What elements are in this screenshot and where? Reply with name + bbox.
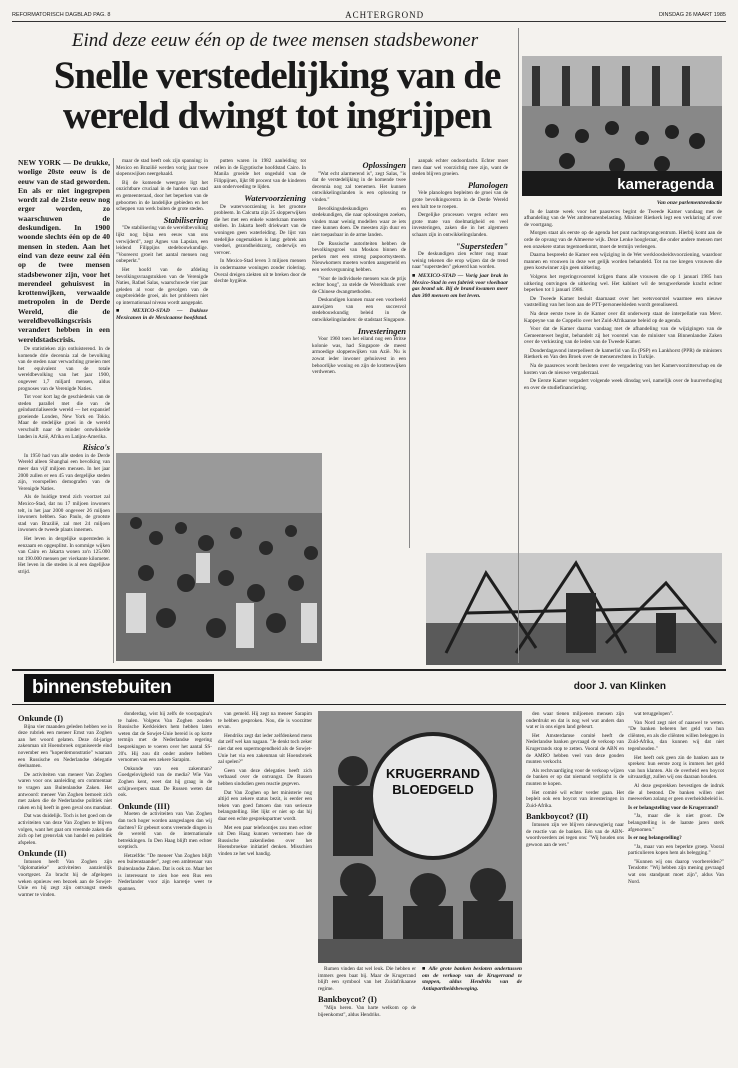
column-paragraph: Het heeft ook geen zin de banken aan te spreken: hun eerste zorg is immers het geld van hun klanten. Als de overheid een boycot uitvaardigt, zullen wij ons daaraan houden. — [628, 754, 724, 781]
article-column-2 — [116, 158, 208, 448]
column-divider — [113, 158, 114, 663]
article-paragraph: "De stabilisering van de wereldbevolking lijkt nog bijna een eeuw van ons verwijderd", zegt Agnes van Lapsian, een leidend Filippijns stedebouwkundige. "Vooreerst groeit het aantal mensen nog onbeperkt." — [116, 225, 208, 265]
subhead-onkunde-3: Onkunde (III) — [118, 800, 170, 811]
article-paragraph: Na de paasreces wordt besloten over de vergadering van het Kamervoorzitterschap en de kosten van de nieuwe vergaderzaal. — [524, 363, 722, 376]
article-paragraph: Daarna bespreekt de Kamer een wijziging in de Wet werkloosheidsvoorziening, waardoor mannen en vrouwen in deze wet gelijk worden behandeld. Tot nu toe kregen vrouwen die geen kostwinner zijn geen uitkering. — [524, 252, 722, 272]
column-lower-3 — [218, 711, 312, 1056]
masthead — [12, 8, 726, 22]
sign-text-1: KRUGERRAND — [386, 766, 480, 781]
masthead-section: ACHTERGROND — [345, 9, 425, 20]
column-paragraph: Als rechtvaardiging voor de verkoop wijzen de banken er op dat niemand verplicht is de munten te kopen. — [526, 767, 624, 787]
article-paragraph: De statistieken zijn ontluisterend. In de komende drie decennia zal de bevolking van de steden naar verwachting groeien met het equivalent van de totale wereldbevolking van het jaar 1900, ongeveer 1,7 miljard mensen, aldus prognoses van de Verenigde Naties. — [18, 345, 110, 392]
column-paragraph: "Mijn heren. Van harte welkom op de bijeenkomst", aldus Hendriks. — [318, 1004, 416, 1018]
article-paragraph: putten waren in 1982 aanleiding tot rellen in de Egyptische hoofdstad Cairo. In Manila groeide het ongeduld van de Filippijnen, lijkt 80 procent van de kinderen aan ondervoeding te lijden. — [214, 158, 306, 191]
kameragenda-text — [524, 200, 722, 545]
interview-question: Is er belangstelling voor de Krugerrand? — [628, 804, 719, 811]
column-lower-1 — [18, 711, 112, 1056]
photo-caption-block — [422, 966, 522, 1056]
photo-caption: ■ Alle grote banken besloten ondertussen om de verkoop van de Krugerrand te stoppen, aldus Hendriks van de Antiapartheidsbeweging. — [422, 966, 522, 992]
column-divider — [409, 158, 410, 548]
column-paragraph: Intussen zijn we blijven nieuwsgierig naar de reactie van de banken. Eén van de ABN-woordvoerders zei tegen ons: "Wij houden ons gewoon aan de wet." — [526, 821, 624, 848]
column-lower-2 — [118, 711, 212, 1056]
article-paragraph: De watervoorziening is het grootste probleem. In Calcutta zijn 25 slopperwijken die het met een enkele waterkraan moeten stellen. In Jakarta heeft driekwart van de woningen geen waterleiding. De lijst van stedelijke ongemakken is lang: gebrek aan voedsel, gezondheidszorg, onderwijs en vervoer. — [214, 203, 306, 256]
column-paragraph: van gemeld. Hij zegt na meneer Sarapim te hebben gesproken. Nou, die is voorzitter ervan. — [218, 711, 312, 731]
article-paragraph: "Voor de individuele mensen was de prijs echter hoog", zo stelde de Wereldbank over de Chinese dwangmethoden. — [312, 275, 406, 295]
article-lead: NEW YORK — De drukke, woelige 20ste eeuw is de eeuw van de stad geworden. En als er niet ingegrepen wordt zal de 21ste eeuw nog erger worden, zo waarschuwen de deskundigen. In 1900 woonde slechts één op de 40 mensen in steden. Aan het eind van deze eeuw zal één op de twee mensen stadsbewoner zijn, voor het merendeel gehuisvest in krottenwijken, verwaalde metropolen in de Derde Wereld, die de wereldbevolkingscrisis verandert hebben in een wereldstadscrisis. — [18, 158, 110, 344]
subhead-planologen: Planologen — [467, 179, 508, 190]
column-paragraph: Bijna vier maanden geleden hebben we in deze rubriek een meneer Ernst van Zoghen aan het woord gelaten. Deze 44-jarige zakenman uit Hoensbroek organiseerde eind november een "koperdemonstratie" waaraan een Russische en Nederlandse delegatie deelnamen. — [18, 723, 112, 770]
subhead-investeringen: Investeringen — [357, 325, 406, 336]
ruins-photo — [426, 553, 722, 665]
column-paragraph: Moeten de activiteiten van Van Zoghen dan toch hoger worden aangeslagen dan wij dachten? Er gebeurt soms vreemde dingen in de wereld van de internationale betrekkingen. In Den Haag blijft men echter sceptisch. — [118, 811, 212, 851]
article-column-5 — [412, 158, 508, 553]
article-kicker: Eind deze eeuw één op de twee mensen stadsbewoner — [71, 30, 479, 51]
newspaper-page — [12, 8, 726, 1060]
subhead-onkunde-1: Onkunde (I) — [18, 713, 64, 723]
subhead-stabilisering: Stabilisering — [163, 214, 208, 225]
photo-caption: ■ MEXICO-STAD — Dakloze Mexicanen in de Mexicaanse hoofdstad. — [116, 308, 208, 322]
kameragenda-tag: kameragenda — [617, 176, 714, 193]
article-paragraph: Voor 1960 toen het eiland nog een Britse kolonie was, had Singapore de meest armoedige sloppenwijken van Azië. Nu is zowat ieder inwoner gehuisvest in een behoorlijke woning en zijn de krottenwijken verdwenen. — [312, 336, 406, 376]
article-paragraph: Tot voor kort lag de geschiedenis van de steden parallel met die van de geïndustrialiseerde wereld — het expansief groeiende Londen, New York en Tokio. Maar de stedelijke groei in de wereld verschuift naar de minder ontwikkelde landen in Azië, Afrika en Latijns-Amerika. — [18, 394, 110, 440]
article-paragraph: Deskundigen kunnen maar een voorbeeld aanwijzen van een succesvol stedebouwkundig beleid in de ontwikkelingslanden: de stadstaat Singapore. — [312, 297, 406, 324]
article-paragraph: In de laatste week voor het paasreces begint de Tweede Kamer vandaag met de afhandeling van de Wet ambtenarenbelasting. Minister Rietkerk legt een verklaring af over de voortgang. — [524, 208, 722, 228]
article-paragraph: Bij de komende weergave ligt het onzichtbare cruciaal in de handen van stad en gemeenteraad, door het beperken van de geboorten in de landelijke gebieden en het scheppen van werk buiten de grote steden. — [116, 179, 208, 213]
article-paragraph: De Russische autoriteiten hebben de bevolkingsgroei van Moskou binnen de perken met een streng paspoortsysteem. Nieuwkomers moeten worden aangemeld en een werkvergunning hebben. — [312, 240, 406, 273]
column-paragraph: Onkunde van een zakenman? Goedgelovigheid van de media? Wie Van Zoghen kent, weet dat hij graag in de schijnwerpers staat. De Russen weten dat ook. — [118, 765, 212, 799]
column-paragraph: Met een paar telefoontjes zou men echter uit Den Haag kunnen vernemen hoe de Russische zakenlieden over het Hoensbroekse initiatief denken. Misschien vinden ze het wel handig. — [218, 824, 312, 857]
article-paragraph: Na deze eerste twee in de Kamer over dit onderwerp staat de interpellatie van Mevr. Kappeyne van de Coppello over het Zuid-Afrikaanse beleid op de agenda. — [524, 310, 722, 324]
column-paragraph: Hetzelfde: "De meneer Van Zoghen blijft een buitenstaander", zegt een ambtenaar van Buitenlandse Zaken. Dat is ook zo. Maar het is interessant te zien hoe een Rus een Nederlander voor zijn karretje weet te spannen. — [118, 852, 212, 892]
subhead-water: Watervoorziening — [244, 192, 306, 203]
column-lower-4 — [318, 966, 416, 1056]
article-paragraph: Donderdagavond interpelleert de kamerlid van Es (PSP) en Lankhorst (PPR) de ministers Rietkerk en Van den Broek over de mensenrechten in Turkije. — [524, 347, 722, 361]
column-paragraph: Het Amsterdamse comité heeft de Nederlandse banken gevraagd de verkoop van Krugerrands stop te zetten. Vooral de ABN en de AMRO hebben veel van deze gouden munten verkocht. — [526, 732, 624, 766]
column-paragraph: "Ja, maar van een beperkte groep. Vooral particulieren kopen hem als belegging." — [628, 843, 724, 857]
sign-text-2: BLOEDGELD — [392, 782, 474, 797]
article-paragraph: maar de stad heeft ook zijn spanning: in Mexico en Brazilië werden vorig jaar twee slopenswijken neergehaald. — [116, 158, 208, 178]
column-paragraph: Dat was duidelijk. Toch is het goed om de activiteiten van deze Van Zoghen te blijven volgen, want het gaat om vreemde zaken die zich op het grensvlak van handel en politiek afspelen. — [18, 813, 112, 846]
column-paragraph: Geen van deze delegaties heeft zich verbaasd over de ontvangst. De Russen hebben sindsdien geen reactie gegeven. — [218, 767, 312, 787]
article-paragraph: "Wat echt alarmerend is", zegt Salas, "is dat de verstedelijking in de komende twee decennia nog zal toenemen. Het kunnen ontwikkelingslanden is een oplossing te vinden." — [312, 170, 406, 203]
subhead-oplossingen: Oplossingen — [362, 160, 406, 170]
article-paragraph: In Mexico-Stad leven 3 miljoen mensen in ondermaatse woningen zonder riolering. Overal dreigen ziekten uit te breken door de slechte hygiëne. — [214, 258, 306, 285]
article-paragraph: Vele planologen bepleiten de groei van de grote bevolkingscentra in de Derde Wereld een halt toe te roepen. — [412, 190, 508, 210]
article-paragraph: Dergelijke processen vergen echter een grote mate van doelmatigheid en veel investeringen, zaken die in het algemeen schaars zijn in ontwikkelingslanden. — [412, 212, 508, 238]
article-paragraph: In 1950 had van alle steden in de Derde Wereld alleen Shanghai een bevolking van meer dan vijf miljoen mensen. In het jaar 2000 zullen er een 45 van dergelijke steden zijn, voorspellen demografen van de Verenigde Naties. — [18, 452, 110, 492]
parliament-photo — [522, 56, 722, 196]
crowd-photo — [116, 453, 322, 661]
column-paragraph: "Ja, maar die is niet groot. De belangstelling is de laatste jaren sterk afgenomen." — [628, 813, 724, 833]
subhead-onkunde-2: Onkunde (II) — [18, 848, 67, 859]
kameragenda-byline: Van onze parlementsredactie — [656, 200, 722, 206]
article-paragraph: aanpak echter ondoordacht. Echter moet men daar wel voorzichtig mee zijn, want de steden blijven groeien. — [412, 158, 508, 178]
subhead-supersteden: "Supersteden" — [455, 240, 508, 251]
column-author: door J. van Klinken — [573, 681, 666, 692]
column-paragraph: De activiteiten van meneer Van Zoghen waren voor ons aanleiding om commentaar te vragen aan Buitenlandse Zaken. Het antwoord: meneer Van Zoghen bemoeit zich met zaken die de Nederlandse politiek niet raken en hij heeft in geen geval ons mandaat. — [18, 771, 112, 811]
article-headline: Snelle verstedelijking van de wereld dwingt tot ingrijpen — [53, 54, 501, 137]
article-paragraph: De Tweede Kamer besluit daarnaast over het wetsvoorstel waarmee een nieuwe vaststelling van het loon aan de PTT-personeelsleden wordt gerealiseerd. — [524, 295, 722, 309]
article-paragraph: Voor dat de Kamer daarna vandaag met de afhandeling van de wijzigingen van de Gemeentewet begint, behandelt zij het voorstel van de minister van Binnenlandse Zaken over de verkiezing van de leden van de Tweede Kamer. — [524, 326, 722, 346]
article-paragraph: De Eerste Kamer vergadert volgende week dinsdag wel, namelijk over de huurverhoging en over de studiefinanciering. — [524, 378, 722, 391]
column-paragraph: Al deze gesprekken bevestigen de indruk die al bestond. De banken willen niet meewerken zolang er geen overheidsbeleid is. — [628, 782, 724, 803]
column-paragraph: donderdag, wist hij zelfs de voorpagina's te halen. Volgens Van Zoghen zouden Russische Kerkleiders hem hebben laten weten dat de Sowjet-Unie bereid is op korte termijn met de Nederlandse regering besprekingen te voeren over het aantal SS-20's. Hij zou dit onder andere hebben vernomen van een zekere Sarapim. — [118, 711, 212, 764]
article-paragraph: Het leven in dergelijke supersteden is eenzaam en opgesplitst. In sommige wijken van Cairo en Jakarta wonen zo'n 125.000 tot 190.000 mensen per vierkante kilometer. Het leven in die steden is al een dagelijkse strijd. — [18, 535, 110, 575]
column-lower-5 — [526, 711, 624, 1056]
article-column-1 — [18, 158, 110, 658]
article-paragraph: Als de huidige trend zich voortzet zal Mexico-Stad, dat nu 17 miljoen inwoners telt, in het jaar 2000 ongeveer 26 miljoen inwoners hebben. Sao Paulo, de grootste stad van Brazilië, zal met 24 miljoen inwoners de tweede plaats innemen. — [18, 494, 110, 534]
article-column-3 — [214, 158, 306, 428]
column-paragraph: den waar tienen miljoenen mensen zijn onderdrukt en dat is nog wel wat anders dan wat er in ons eigen land gebeurt. — [526, 711, 624, 731]
article-paragraph: Morgen staat als eerste op de agenda het punt nachtopvangcentrum. Hierbij komt aan de orde de opvang van de Almeerse wijk. Deze Lenke hoogleraar, die onder andere mensen met een onzekere status tegemoetkomt, moet de termijn verlengen. — [524, 230, 722, 250]
article-paragraph: Het hoofd van de afdeling bevolkingsvraagstukken van de Verenigde Naties, Rafael Salas, waarschuwde vier jaar geleden al voor de gevolgen van de ongebreidelde groei, als het probleem niet op internationaal niveau wordt aangepakt. — [116, 266, 208, 306]
column-divider — [518, 28, 519, 663]
column-banner — [12, 669, 726, 705]
column-paragraph: Rumen vinden dat wel leuk. Die hebben er immers geen baat bij. Maar de Krugerrand blijft een symbool van het Zuidafrikaanse regime. — [318, 966, 416, 992]
subhead-bankboycot-2: Bankboycot? (II) — [526, 811, 589, 822]
column-paragraph: Het comité wil echter verder gaan. Het bepleit ook een boycot van investeringen in Zuid-Afrika. — [526, 789, 624, 809]
article-paragraph: De deskundigen zien echter nog maar weinig tekenen die erop wijzen dat de trend naar "supersteden" gekeerd kan worden. — [412, 251, 508, 271]
column-paragraph: Hendriks zegt dat ieder zelfdenkend mens dat zelf wel kan nagaan. "Je denkt toch zeker niet dat een supermogendheid als de Sowjet-Unie het via een zakenman uit Hoensbroek zal spelen?" — [218, 732, 312, 766]
krugerrand-protest-photo — [318, 711, 522, 963]
article-column-4 — [312, 158, 406, 658]
column-paragraph: "Kunnen wij ons daarop voorbereiden?" Tenslotte: "Wij hebben zijn mening gevraagd wat ons standpunt moet zijn", aldus Van Nord. — [628, 858, 724, 885]
column-paragraph: wat teruggelopen". — [634, 711, 674, 717]
column-paragraph: Van Nord zegt niet of naaswel te weten. "De banken beheren het geld van hun cliënten, en als die cliënten willen beleggen in Zuid-Afrika, dan kunnen wij dat niet tegenhouden." — [628, 719, 724, 752]
subhead-bankboycot-1: Bankboycot? (I) — [318, 994, 377, 1005]
masthead-left: REFORMATORISCH DAGBLAD PAG. 8 — [12, 11, 111, 18]
masthead-date: DINSDAG 26 MAART 1985 — [658, 11, 726, 18]
column-paragraph: Dat Van Zoghen op het ministerie nog altijd een zekere status bezit, is eerder een teken van goed fatsoen dan van serieuze belangstelling. Het lijkt er niet op dat hij daar een echte gesprekspartner wordt. — [218, 789, 312, 822]
article-paragraph: Volgens het regeringsvoorstel krijgen thans alle vrouwen die op 1 januari 1985 hun uitkering ontvingen de uitkering wel. Het kabinet wil de terugwerkende kracht echter beperken tot 1 januari 1986. — [524, 273, 722, 294]
binnenstebuiten-logo: binnenstebuiten — [24, 674, 214, 702]
article-paragraph: Bevolkingsdeskundigen en stedekundigen, die naar oplossingen zoeken, vinden maar weinig modellen waar ze iets mee kunnen doen. De meesten zijn duur en niet toepasbaar in de arme landen. — [312, 205, 406, 238]
subhead-risico: Risico's — [82, 442, 110, 453]
column-paragraph: Intussen heeft Van Zoghen zijn "diplomatieke" activiteiten aanzienlijk voortgezet. Zo bracht hij de afgelopen weken opnieuw een bezoek aan de Sowjet-Unie en hij zegt zijn ontvangst steeds warmer te vinden. — [18, 858, 112, 898]
interview-question: Is er nog belangstelling? — [628, 835, 682, 842]
photo-caption: ■ MEXICO-STAD — Vorig jaar brak in Mexico-Stad in een fabriek voor vloeibaar gas brand uit. Bij de brand kwamen meer dan 300 mensen om het leven. — [412, 272, 508, 299]
column-lower-6 — [628, 711, 724, 1056]
